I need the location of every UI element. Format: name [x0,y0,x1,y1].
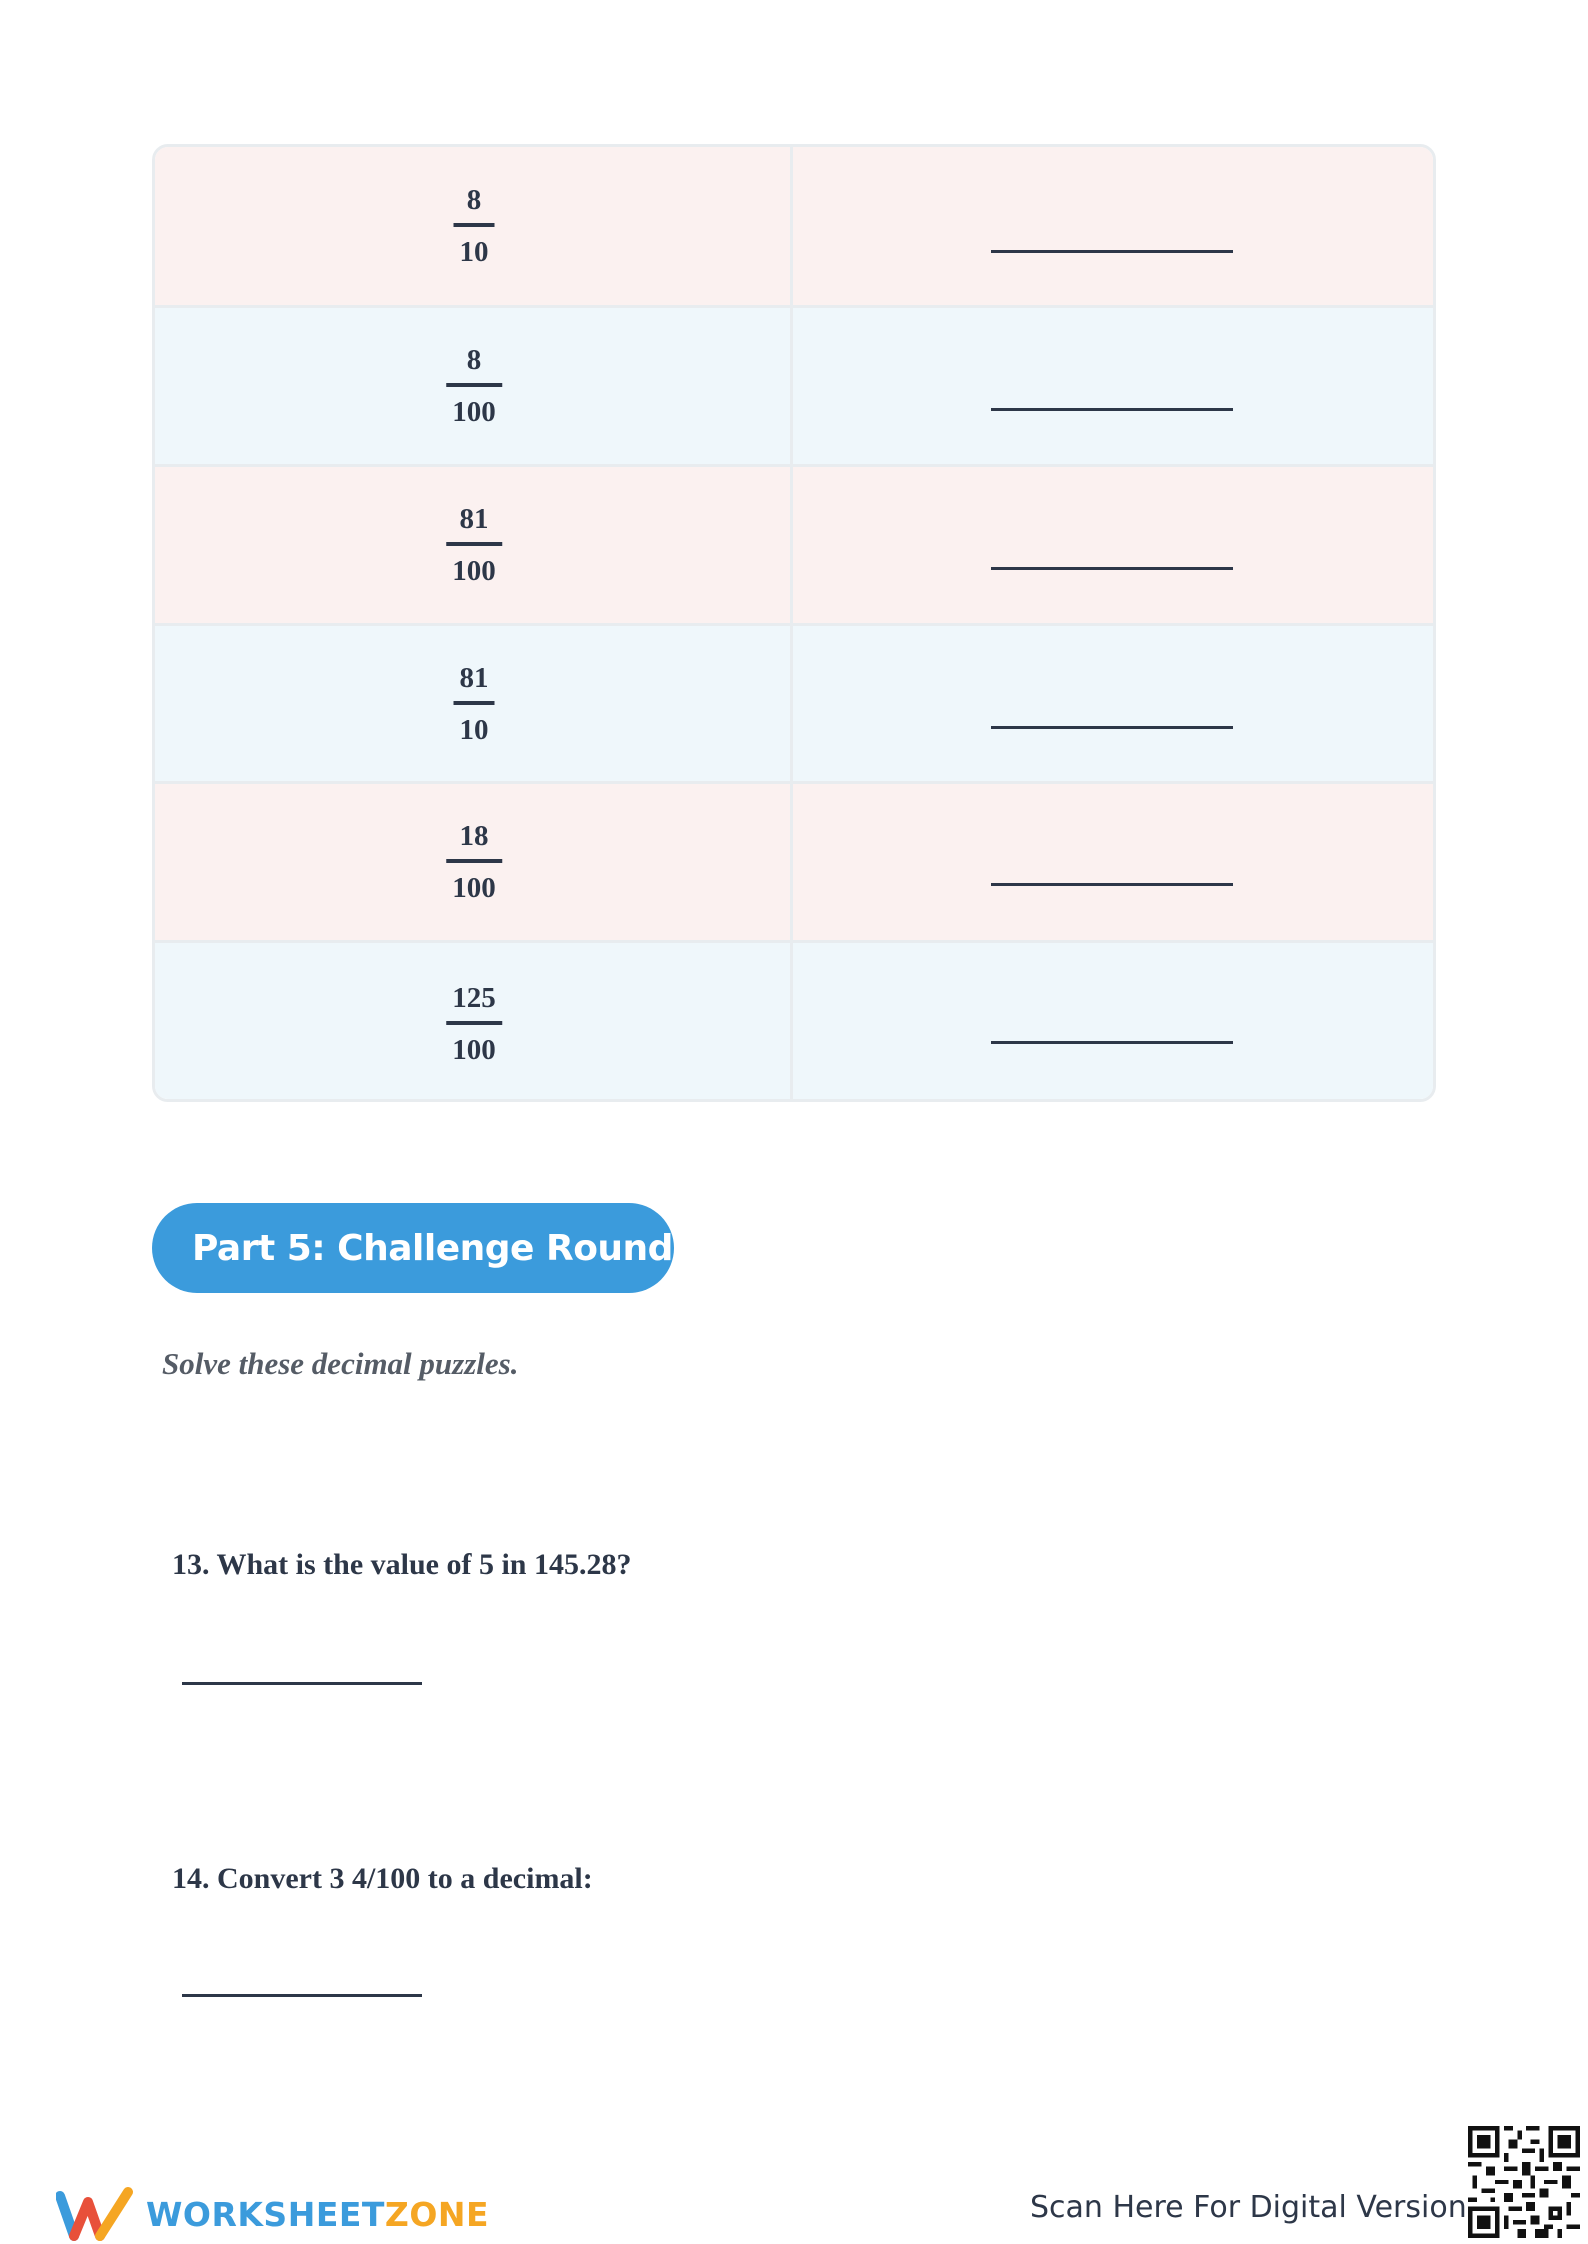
answer-blank[interactable] [991,883,1233,886]
section-instruction: Solve these decimal puzzles. [162,1346,519,1381]
worksheetzone-logo [56,2186,489,2242]
answer-blank[interactable] [991,250,1233,253]
brand-part-1: WORKSHEET [146,2194,385,2234]
fraction-cell [155,943,793,1102]
fraction-cell [155,626,793,781]
scan-text: Scan Here For Digital Version [1030,2190,1467,2225]
fraction [446,502,502,588]
fraction [446,981,502,1067]
fraction [446,819,502,905]
question-13: 13. What is the value of 5 in 145.28? [172,1548,632,1581]
denominator: 10 [459,236,489,268]
numerator: 8 [466,184,482,216]
fraction-cell [155,147,793,305]
fraction-cell [155,467,793,623]
fraction-cell [155,308,793,464]
answer-cell [793,308,1433,464]
numerator: 81 [459,503,489,535]
answer-blank[interactable] [991,567,1233,570]
table-row [155,940,1433,1102]
fraction-cell [155,784,793,940]
numerator: 8 [466,344,482,376]
qr-code-icon[interactable] [1468,2126,1580,2238]
numerator: 18 [459,820,489,852]
table-row [155,623,1433,781]
denominator: 100 [452,872,496,904]
answer-blank[interactable] [991,1041,1233,1044]
fraction-table [152,144,1436,1102]
numerator: 81 [459,661,489,694]
fraction [454,661,495,747]
denominator: 100 [452,555,496,587]
table-row [155,147,1433,305]
answer-blank[interactable] [182,1994,422,1997]
table-row [155,305,1433,464]
answer-cell [793,784,1433,940]
brand-name [146,2195,489,2234]
w-logo-icon [56,2186,136,2242]
fraction [446,343,502,429]
table-row [155,781,1433,940]
answer-cell [793,147,1433,305]
fraction [454,183,495,269]
answer-cell [793,943,1433,1102]
answer-blank[interactable] [182,1682,422,1685]
denominator: 100 [452,396,496,428]
denominator: 100 [452,1034,496,1066]
brand-part-2: ZONE [384,2194,490,2234]
table-row [155,464,1433,623]
denominator: 10 [459,713,489,746]
answer-cell [793,467,1433,623]
answer-cell [793,626,1433,781]
answer-blank[interactable] [991,408,1233,411]
answer-blank[interactable] [991,726,1233,729]
question-14: 14. Convert 3 4/100 to a decimal: [172,1862,593,1895]
section-header: Part 5: Challenge Round [152,1203,674,1293]
numerator: 125 [452,982,496,1014]
